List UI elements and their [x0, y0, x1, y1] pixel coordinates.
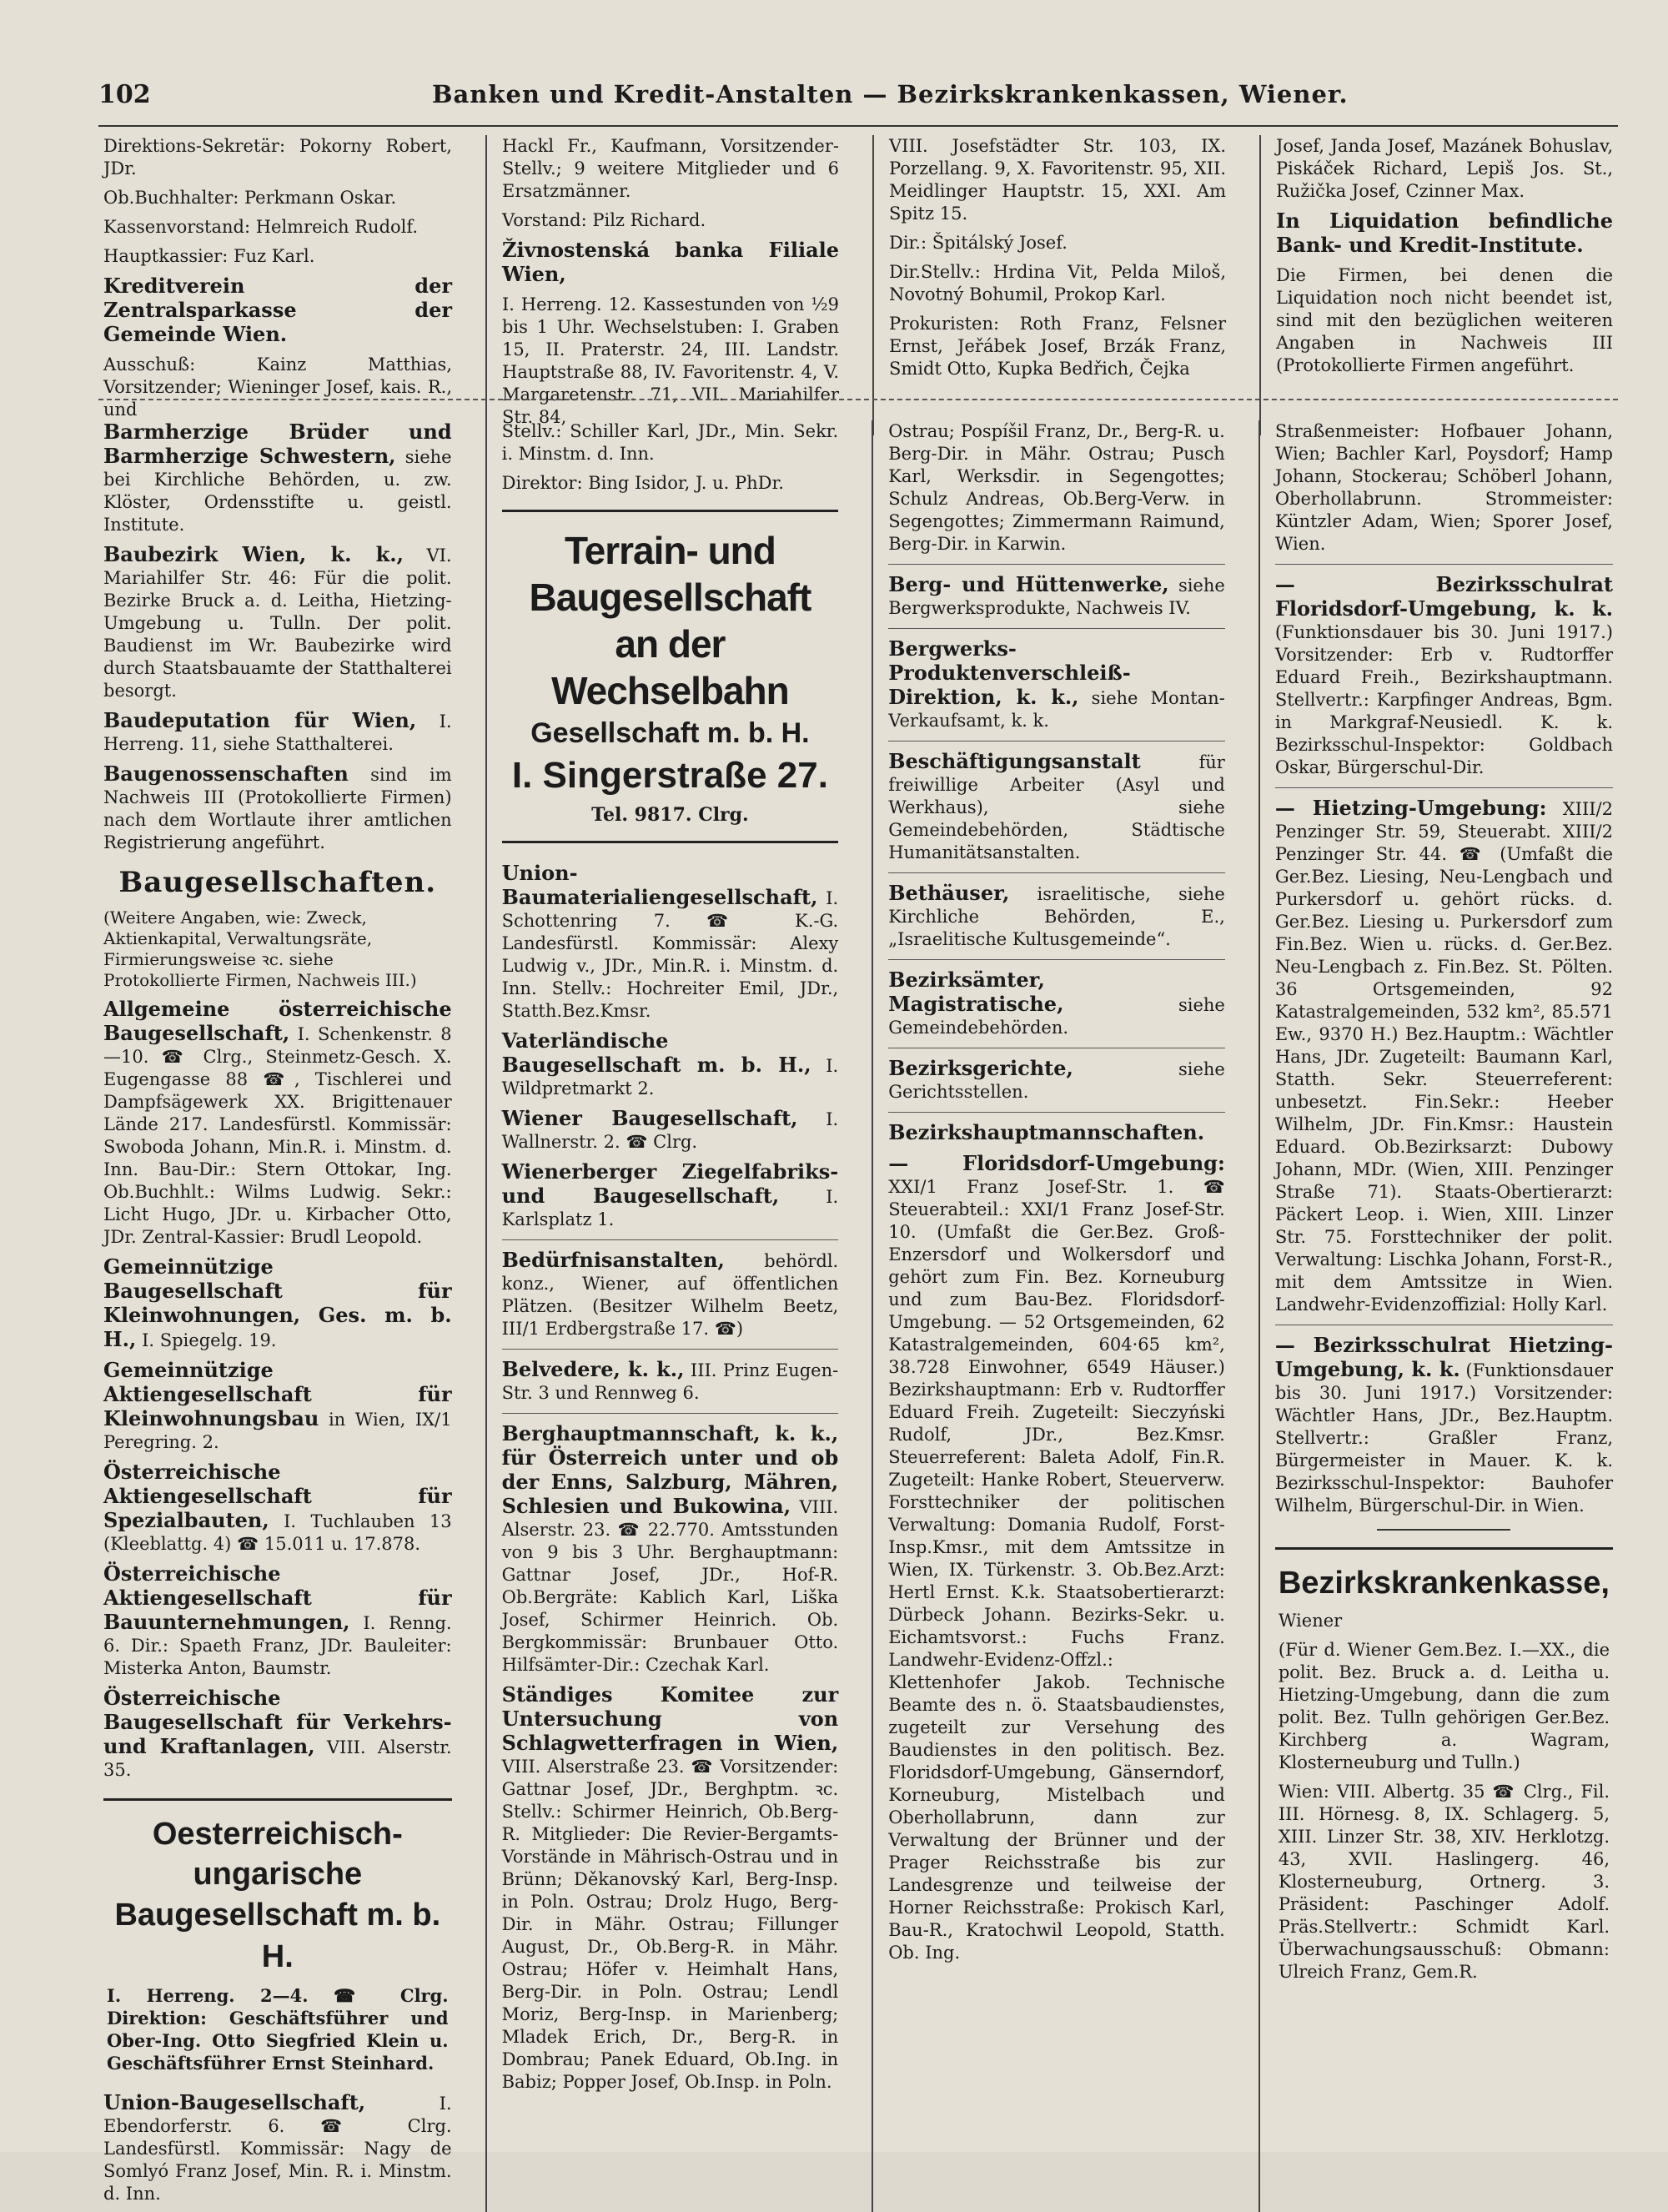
page-number: 102 [98, 80, 151, 109]
entry-body: VI. Mariahilfer Str. 46: Für die polit. Bezirke Bruck a. d. Leitha, Hietzing-Umgebung u. Tulln. Der polit. Baudienst im Wr. Baubezirke wird durch Staatsbauamte der Statthalterei besorgt. [103, 545, 452, 701]
ad-line-3: Gesellschaft m. b. H. [530, 717, 810, 749]
divider [888, 872, 1225, 873]
ad-note: (Für d. Wiener Gem.Bez. I.—XX., die polit. Bez. Bruck a. d. Leitha u. Hietzing-Umgebung, dann die zum polit. Bez. Tulln gehörigen Ger.Bez. Kirchberg a. Wagram, Klosterneuburg und Tulln.) [1278, 1640, 1610, 1772]
directory-entry [103, 762, 452, 854]
entry-body: (Funktionsdauer bis 30. Juni 1917.) Vorsitzender: Wächtler Hans, JDr., Bez.Hauptm. Stellvertr.: Graßler Franz, Bürgermeister in Mauer. K. k. Bezirksschul-Inspektor: Bauhofer Wilhelm, Bürgerschul-Dir. in Wien. [1274, 1360, 1613, 1516]
top-band [98, 127, 1618, 427]
top-col4-line: Josef, Janda Josef, Mazánek Bohuslav, Piskáček Richard, Lepiš Jos. St., Ružička Josef, Czinner Max. [1276, 136, 1613, 201]
column-3 [872, 420, 1230, 2212]
entry-body: I. Schottenring 7. ☎ K.-G. Landesfürstl. Kommissär: Alexy Ludwig v., JDr., Min.R. i. Minstm. d. Inn. Stellv.: Hochreiter Emil, JDr., Statth.Bez.Kmsr. [501, 888, 839, 1021]
entry-heading: Österreichische Baugesellschaft für Verkehrs- und Kraftanlagen, [103, 1686, 452, 1758]
entry-body: I. Herreng. 11, siehe Statthalterei. [103, 711, 452, 754]
directory-entry [103, 1359, 452, 1454]
entry-body: siehe Gemeindebehörden. [888, 995, 1225, 1038]
entry-heading: Union-Baugesellschaft, [103, 2090, 366, 2114]
entry-heading: Belvedere, k. k., [501, 1357, 685, 1381]
entry-body: siehe bei Kirchliche Behörden, u. zw. Klöster, Ordensstifte u. geistl. Institute. [103, 447, 452, 535]
top-col3-line: Prokuristen: Roth Franz, Felsner Ernst, Jeřábek Josef, Brzák Franz, Smidt Otto, Kupka Bedřich, Čejka [889, 314, 1226, 379]
section-note: (Weitere Angaben, wie: Zweck, Aktienkapital, Verwaltungsräte, Firmierungsweise ꝛc. siehe Protokollierte Firmen, Nachweis III.) [103, 907, 417, 990]
entry-heading: Berghauptmannschaft, k. k., für Österreich unter und ob der Enns, Salzburg, Mähren, Schlesien und Bukowina, [501, 1421, 839, 1518]
advertisement-block [502, 510, 839, 843]
top-col1-heading [103, 274, 452, 347]
directory-entry [888, 637, 1225, 732]
directory-entry [103, 1255, 452, 1352]
entry-body: für freiwillige Arbeiter (Asyl und Werkhaus), siehe Gemeindebehörden, Städtische Humanitätsanstalten. [888, 752, 1225, 862]
entry-body: I. Renng. 6. Dir.: Spaeth Franz, JDr. Bauleiter: Misterka Anton, Baumstr. [103, 1613, 452, 1678]
directory-entry [502, 1107, 839, 1154]
entry-body: (Funktionsdauer bis 30. Juni 1917.) Vorsitzender: Erb v. Rudtorffer Eduard Freih., Bezirkshauptmann. Stellvertr.: Karpfinger Andreas, Bgm. in Markgraf-Neusiedl. K. k. Bezirksschul-Inspektor: Goldbach Oskar, Bürgerschul-Dir. [1274, 622, 1613, 777]
entry-body: I. Tuchlauben 13 (Kleeblattg. 4) ☎ 15.011 u. 17.878. [103, 1511, 452, 1554]
entry-body: VIII. Alserstr. 23. ☎ 22.770. Amtsstunden von 9 bis 3 Uhr. Berghauptmann: Gattnar Josef, JDr., Hof-R. Ob.Bergräte: Kablich Karl, Liška Josef, Schirmer Heinrich. Ob. Bergkommissär: Brunbauer Otto. Hilfsämter-Dir.: Czechak Karl. [501, 1497, 839, 1675]
entry-heading: Baugenossenschaften [103, 762, 349, 786]
directory-entry [502, 1683, 839, 2094]
top-col2-heading [502, 239, 839, 287]
entry-body: I. Wildpretmarkt 2. [501, 1056, 839, 1098]
entry-line: Ostrau; Pospíšil Franz, Dr., Berg-R. u. Berg-Dir. in Mähr. Ostrau; Pusch Karl, Werksdir. in Segengottes; Schulz Andreas, Ob.Berg-Verw. in Segengottes; Zimmermann Raimund, Berg-Dir. in Karwin. [888, 421, 1225, 554]
entry-heading: — Floridsdorf-Umgebung: [888, 1151, 1225, 1175]
top-col2-line: Hackl Fr., Kaufmann, Vorsitzender-Stellv.; 9 weitere Mitglieder und 6 Ersatzmänner. [502, 136, 839, 201]
entry-line: Direktor: Bing Isidor, J. u. PhDr. [501, 473, 784, 493]
entry-body: I. Karlsplatz 1. [501, 1187, 839, 1229]
divider [888, 741, 1225, 742]
top-col1-line: Kassenvorstand: Helmreich Rudolf. [103, 217, 419, 237]
divider [888, 959, 1225, 960]
top-column-3 [872, 135, 1231, 435]
ad-body: I. Herreng. 2—4. ☎ Clrg. Direktion: Geschäftsführer und Ober-Ing. Otto Siegfried Klein u. Geschäftsführer Ernst Steinhard. [107, 1985, 449, 2074]
ad-line-1: Terrain- und Baugesellschaft [529, 529, 811, 619]
entry-heading: Allgemeine österreichische Baugesellschaft, [103, 997, 452, 1045]
entry-body: VIII. Alserstr. 35. [103, 1737, 452, 1780]
entry-heading: Gemeinnützige Baugesellschaft für Kleinwohnungen, Ges. m. b. H., [103, 1254, 452, 1351]
entry-body: I. Spiegelg. 19. [142, 1330, 277, 1350]
divider [1275, 564, 1613, 565]
entry-heading: Kreditverein der Zentralsparkasse der Gemeinde Wien. [103, 274, 452, 346]
directory-entry [888, 1152, 1225, 1964]
entry-body: I. Ebendorferstr. 6. ☎ Clrg. Landesfürstl. Kommissär: Nagy de Somlyó Franz Josef, Min. R. i. Minstm. d. Inn. [103, 2094, 452, 2204]
column-1 [98, 420, 457, 2212]
ad-line-2: an der Wechselbahn [551, 622, 789, 712]
entry-heading: Baubezirk Wien, k. k., [103, 542, 404, 566]
directory-entry [888, 882, 1225, 951]
top-col1-line: Ob.Buchhalter: Perkmann Oskar. [103, 188, 397, 208]
entry-heading: Union-Baumaterialiengesellschaft, [501, 861, 818, 909]
top-col1-line: Hauptkassier: Fuz Karl. [103, 246, 315, 266]
column-4 [1259, 420, 1618, 2212]
entry-heading: Österreichische Aktiengesellschaft für Spezialbauten, [103, 1460, 452, 1532]
advertisement-block [1275, 1547, 1613, 1992]
entry-heading: Živnostenská banka Filiale Wien, [502, 238, 839, 286]
top-col2-line: Vorstand: Pilz Richard. [502, 210, 706, 230]
top-col3-line: Dir.Stellv.: Hrdina Vit, Pelda Miloš, Novotný Bohumil, Prokop Karl. [889, 262, 1226, 304]
entry-heading: — Hietzing-Umgebung: [1274, 796, 1547, 820]
entry-heading: Bethäuser, [888, 881, 1010, 905]
directory-entry [502, 862, 839, 1023]
entry-heading: Ständiges Komitee zur Untersuchung von Schlagwetterfragen in Wien, [501, 1682, 839, 1755]
top-col3-line: Dir.: Špitálský Josef. [889, 233, 1068, 253]
divider [888, 628, 1225, 629]
ad-address: I. Singerstraße 27. [511, 755, 828, 796]
entry-heading: Berg- und Hüttenwerke, [888, 572, 1169, 596]
entry-line: Straßenmeister: Hofbauer Johann, Wien; Bachler Karl, Poysdorf; Hamp Johann, Stockerau; Schöberl Johann, Oberhollabrunn. Strommeister: Küntzler Adam, Wien; Sporer Josef, Wien. [1274, 421, 1613, 554]
entry-body: sind im Nachweis III (Protokollierte Firmen) nach dem Wortlaute ihrer amtlichen Registrierung angeführt. [103, 765, 452, 852]
directory-entry [1275, 797, 1613, 1316]
divider [1275, 787, 1613, 788]
section-title: Bezirkshauptmannschaften. [888, 1120, 1205, 1144]
top-column-4 [1259, 135, 1618, 435]
entry-heading: Wiener Baugesellschaft, [501, 1106, 798, 1130]
top-column-1 [98, 135, 457, 435]
entry-body: siehe Gerichtsstellen. [888, 1059, 1225, 1102]
directory-entry [502, 1249, 839, 1340]
section-heading [888, 1121, 1225, 1145]
entry-heading: In Liquidation befindliche Bank- und Kredit-Institute. [1276, 209, 1613, 257]
entry-heading: — Bezirksschulrat Hietzing-Umgebung, k. k. [1274, 1333, 1613, 1381]
entry-heading: Vaterländische Baugesellschaft m. b. H., [501, 1028, 811, 1077]
directory-entry [1275, 573, 1613, 779]
entry-heading: Bergwerks-Produktenverschleiß-Direktion, k. k., [888, 636, 1131, 709]
column-2 [485, 420, 844, 2212]
divider [502, 1413, 839, 1414]
entry-heading: Barmherzige Brüder und Barmherzige Schwestern, [103, 420, 452, 468]
top-col4-line: Die Firmen, bei denen die Liquidation noch nicht beendet ist, sind mit den bezüglichen weiteren Angaben in Nachweis III (Protokollierte Firmen angeführt. [1276, 265, 1613, 375]
entry-body: XXI/1 Franz Josef-Str. 1. ☎ Steuerabteil.: XXI/1 Franz Josef-Str. 10. (Umfaßt die Ger.Bez. Groß-Enzersdorf und Wolkersdorf und gehört zum Fin. Bez. Korneuburg und zum Bau-Bez. Floridsdorf-Umgebung. — 52 Ortsgemeinden, 62 Katastralgemeinden, 604·65 km², 38.728 Einwohner, 6549 Häuser.) Bezirkshauptmann: Erb v. Rudtorffer Eduard Freih. Zugeteilt: Sieczyński Rudolf, JDr., Bez.Kmsr. Steuerreferent: Baleta Adolf, Fin.R. Zugeteilt: Hanke Robert, Steuerverw. Forsttechniker der politischen Verwaltung: Domania Rudolf, Forst-Insp.Kmsr., mit dem Amtssitze in Wien, IX. Türkenstr. 3. Ob.Bez.Arzt: Hertl Ernst. K.k. Staatsobertierarzt: Dürbeck Johann. Bezirks-Sekr. u. Eichamtsvorst.: Fuchs Franz. Landwehr-Evidenz-Offzl.: Klettenhofer Jakob. Technische Beamte des n. ö. Staatsbaudienstes, zugeteilt zur Versehung des Baudienstes in den politisch. Bez. Floridsdorf-Umgebung, Gänserndorf, Korneuburg, Mistelbach und Oberhollabrunn, dann zur Verwaltung der Brünner und der Prager Reichsstraße bis zur Landesgrenze und teilweise der Horner Reichsstraße: Prokisch Karl, Bau-R., Kratochwil Leopold, Statth. Ob. Ing. [888, 1177, 1225, 1963]
page-header [98, 75, 1618, 127]
top-col1-line: Ausschuß: Kainz Matthias, Vorsitzender; Wieninger Josef, kais. R., und [103, 354, 452, 420]
top-col3-line: VIII. Josefstädter Str. 103, IX. Porzellang. 9, X. Favoritenstr. 95, XII. Meidlinger Hauptstr. 15, XXI. Am Spitz 15. [889, 136, 1226, 224]
directory-entry [103, 2091, 452, 2205]
entry-heading: Baudeputation für Wien, [103, 708, 417, 732]
directory-entry [103, 998, 452, 1249]
directory-entry [103, 1562, 452, 1680]
directory-entry [103, 709, 452, 756]
directory-entry [888, 573, 1225, 620]
directory-entry [103, 543, 452, 702]
divider [1377, 1529, 1510, 1531]
advertisement-block [103, 1798, 452, 2083]
divider [502, 1239, 839, 1240]
entry-heading: Bezirksämter, Magistratische, [888, 968, 1064, 1016]
directory-entry [103, 1687, 452, 1782]
divider [502, 1349, 839, 1350]
entry-body: behördl. konz., Wiener, auf öffentlichen Plätzen. (Besitzer Wilhelm Beetz, III/1 Erdbergstraße 17. ☎) [501, 1251, 839, 1339]
ad-title-line-1: Oesterreichisch-ungarische [152, 1817, 403, 1892]
top-col2-line: I. Herreng. 12. Kassestunden von ½9 bis 1 Uhr. Wechselstuben: I. Graben 15, II. Praterstr. 24, III. Landstr. Hauptstraße 88, IV. Favoritenstr. 4, V. Margaretenstr. 71, VII. Mariahilfer Str. 84, [502, 294, 839, 427]
entry-body: III. Prinz Eugen-Str. 3 und Rennweg 6. [501, 1360, 839, 1403]
directory-entry [888, 750, 1225, 864]
ad-subtitle: Wiener [1278, 1611, 1343, 1631]
directory-entry [502, 1422, 839, 1677]
entry-line: Stellv.: Schiller Karl, JDr., Min. Sekr. i. Minstm. d. Inn. [501, 421, 839, 464]
entry-heading: Wienerberger Ziegelfabriks- und Baugesellschaft, [501, 1159, 839, 1208]
entry-heading: Bezirksgerichte, [888, 1056, 1073, 1080]
entry-heading: Österreichische Aktiengesellschaft für Bauunternehmungen, [103, 1561, 452, 1634]
directory-entry [103, 420, 452, 536]
entry-body: israelitische, siehe Kirchliche Behörden, E., „Israelitische Kultusgemeinde“. [888, 884, 1225, 949]
entry-body: I. Schenkenstr. 8—10. ☎ Clrg., Steinmetz-Gesch. X. Eugengasse 88 ☎, Tischlerei und Dampfsägewerk XX. Brigittenauer Lände 217. Landesfürstl. Kommissär: Swoboda Johann, Min.R. i. Minstm. d. Inn. Bau-Dir.: Stern Ottokar, Ing. Ob.Buchhlt.: Wilms Ludwig. Sekr.: Licht Hugo, JDr. u. Kirbacher Otto, JDr. Zentral-Kassier: Brudl Leopold. [103, 1024, 452, 1247]
directory-entry [502, 1029, 839, 1100]
directory-entry [888, 968, 1225, 1039]
bottom-band [98, 399, 1618, 2204]
entry-body: siehe Montan-Verkaufsamt, k. k. [888, 688, 1225, 731]
ad-body: Wien: VIII. Albertg. 35 ☎ Clrg., Fil. III. Hörnesg. 8, IX. Schlagerg. 5, XIII. Linzer Str. 38, XIV. Herklotzg. 43, XVII. Haslingerg. 46, Klosterneuburg, Ortnerg. 3. Präsident: Paschinger Adolf. Präs.Stellvertr.: Schmidt Karl. Überwachungsausschuß: Obmann: Ulreich Franz, Gem.R. [1278, 1782, 1610, 1982]
ad-title-line-1: Bezirkskrankenkasse, [1278, 1566, 1610, 1601]
directory-entry [502, 1358, 839, 1405]
entry-heading: Bedürfnisanstalten, [501, 1248, 725, 1272]
running-head: Banken und Kredit-Anstalten — Bezirkskrankenkassen, Wiener. [432, 80, 1349, 108]
entry-heading: Gemeinnützige Aktiengesellschaft für Kleinwohnungsbau [103, 1358, 452, 1430]
ad-title-line-2: Baugesellschaft m. b. H. [114, 1898, 441, 1974]
entry-heading: Beschäftigungsanstalt [888, 749, 1141, 773]
entry-heading: — Bezirksschulrat Floridsdorf-Umgebung, k. k. [1274, 572, 1613, 621]
entry-body: siehe Bergwerksprodukte, Nachweis IV. [888, 576, 1225, 618]
directory-entry [502, 1160, 839, 1231]
top-col1-line: Direktions-Sekretär: Pokorny Robert, JDr. [103, 136, 452, 178]
entry-body: I. Wallnerstr. 2. ☎ Clrg. [501, 1109, 839, 1152]
entry-body: XIII/2 Penzinger Str. 59, Steuerabt. XIII/2 Penzinger Str. 44. ☎ (Umfaßt die Ger.Bez. Liesing, Neu-Lengbach und Purkersdorf u. gehört rücks. d. Ger.Bez. Liesing u. Purkersdorf zum Fin.Bez. Wien u. rücks. d. Ger.Bez. Neu-Lengbach z. Fin.Bez. St. Pölten. 36 Ortsgemeinden, 92 Katastralgemeinden, 532 km², 85.571 Ew., 9370 H.) Bez.Hauptm.: Wächtler Hans, JDr. Zugeteilt: Baumann Karl, Statth. Sekr. Steuerreferent: unbesetzt. Fin.Sekr.: Heeber Wilhelm, JDr. Fin.Kmsr.: Haustein Eduard. Ob.Bezirksarzt: Dubowy Johann, MDr. (Wien, XIII. Penzinger Straße 71). Staats-Obertierarzt: Päckert Leop. i. Wien, XIII. Linzer Str. 75. Forsttechniker der polit. Verwaltung: Lischka Johann, Forst-R., mit dem Amtssitze in Wien. Landwehr-Evidenzoffizial: Holly Karl. [1274, 799, 1613, 1315]
ad-phone: Tel. 9817. Clrg. [591, 804, 749, 826]
entry-body: VIII. Alserstraße 23. ☎ Vorsitzender: Gattnar Josef, JDr., Berghptm. ꝛc. Stellv.: Schirmer Heinrich, Ob.Berg-R. Mitglieder: Die Revier-Bergamts-Vorstände in Mährisch-Ostrau und in Brünn; Děkanovský Karl, Berg-Insp. in Poln. Ostrau; Drolz Hugo, Berg-Dir. in Mähr. Ostrau; Fillunger August, Dr., Ob.Berg-R. in Mähr. Ostrau; Höfer v. Heimhalt Hans, Berg-Dir. in Poln. Ostrau; Lendl Moriz, Berg-Insp. in Marienberg; Mladek Erich, Dr., Berg-R. in Dombrau; Panek Eduard, Ob.Ing. in Babiz; Popper Josef, Ob.Insp. in Poln. [501, 1757, 839, 2092]
divider [888, 564, 1225, 565]
top-col4-heading [1276, 209, 1613, 258]
section-title: Baugesellschaften. [118, 866, 437, 899]
divider [888, 1112, 1225, 1113]
directory-entry [1275, 1334, 1613, 1517]
entry-body: in Wien, IX/1 Peregring. 2. [103, 1410, 452, 1452]
top-column-2 [485, 135, 844, 435]
directory-entry [103, 1460, 452, 1556]
directory-entry [888, 1057, 1225, 1103]
